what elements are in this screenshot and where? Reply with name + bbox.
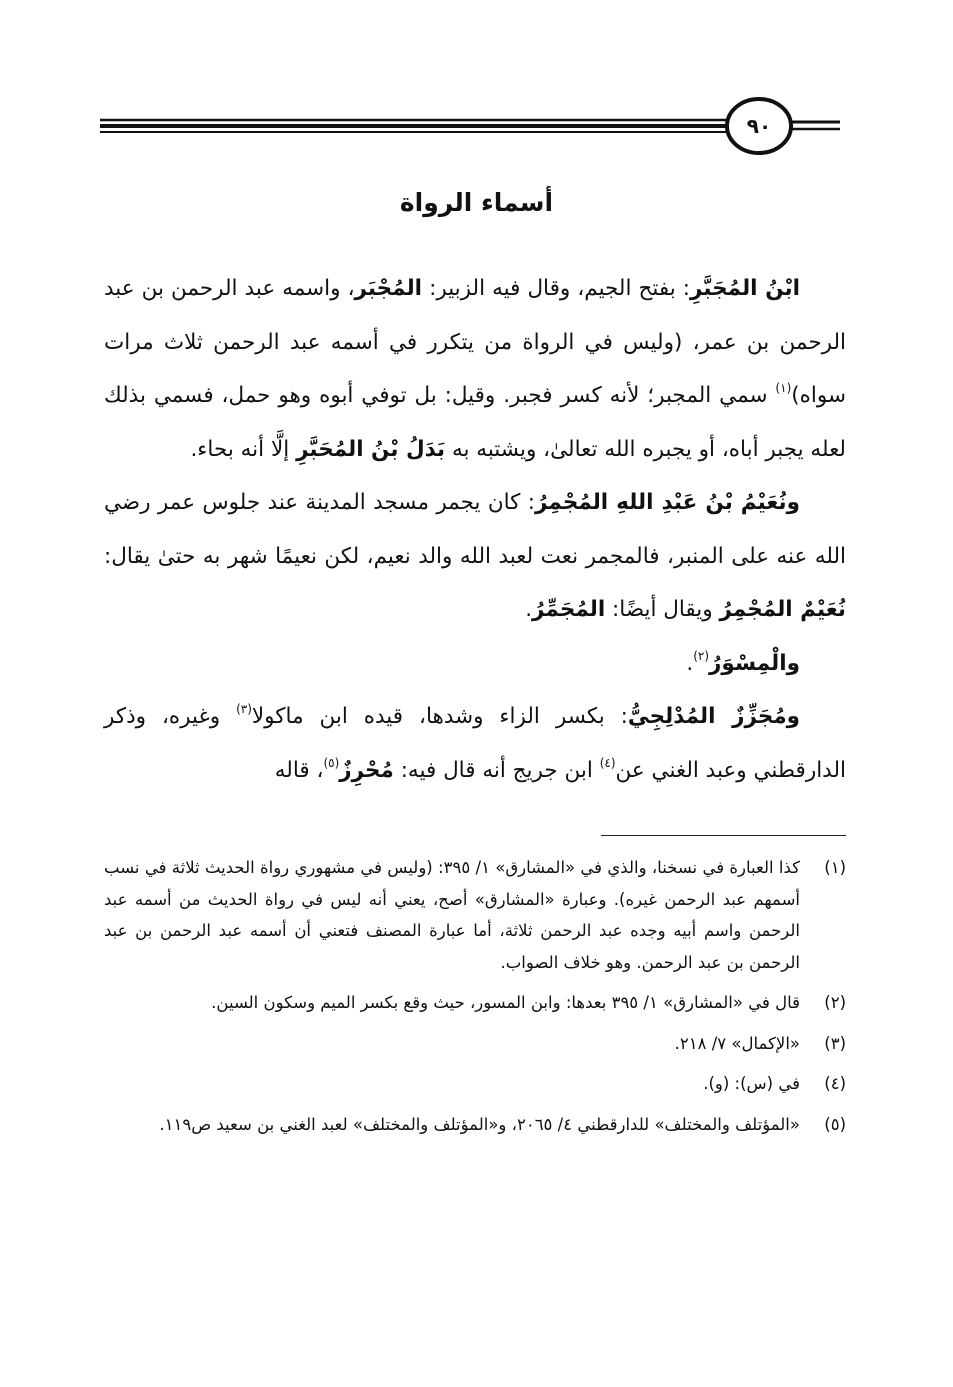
entry-name: نُعَيْمٌ المُجْمِرُ [719,597,846,622]
entry-name: مُحْرِزٌ [339,757,394,783]
footnote-number: (٥) [824,1114,846,1134]
entry-text: سمي المجبر؛ لأنه كسر فجبر. وقيل: بل توفي أبوه وهو حمل، فسمي بذلك لعله يجبر أباه، أو يجبره الله تعالىٰ، ويشتبه به [104,383,846,462]
footnote-number: (٤) [824,1074,846,1093]
page-number: ٩٠ [746,114,772,138]
footnote [104,1109,846,1141]
footnote-number: (١) [824,858,846,877]
entry-text: ابن جريج أنه قال فيه: [393,757,600,783]
entry-text: : بكسر الزاء وشدها، قيده ابن ماكولا [251,704,628,729]
entry-name: بَدَلُ بْنُ المُحَبَّرِ [296,436,446,462]
footnote-ref[interactable]: (٤) [599,755,616,770]
entry-text: . [525,597,533,622]
entry-text: : كان يجمر مسجد المدينة عند جلوس عمر رضي الله عنه على المنبر، فالمجمر نعت لعبد الله والد نعيم، لكن نعيمًا شهر به حتىٰ يقال: [104,490,846,569]
entry-text: : بفتح الجيم، وقال فيه الزبير: [422,276,691,301]
entry-text: إلَّا أنه بحاء. [190,436,297,462]
footnote [104,987,846,1019]
footnote-text: «المؤتلف والمختلف» للدارقطني ٤/ ٢٠٦٥، و«المؤتلف والمختلف» لعبد الغني بن سعيد ص١١٩. [159,1114,800,1134]
entry-ibn-al-mujabbar [104,262,846,476]
entry-head: ومُجَزِّزٌ المُدْلِجِيُّ [627,704,800,729]
entry-head: ونُعَيْمُ بْنُ عَبْدِ اللهِ المُجْمِرُ [535,490,800,515]
footnote-ref[interactable]: (١) [775,381,792,395]
footnote [104,1028,846,1060]
footnotes [104,852,846,1149]
footnote-ref[interactable]: (٢) [693,648,710,663]
entry-text: ويقال أيضًا: [605,597,720,622]
entry-mujazziz [104,690,846,797]
section-title: أسماء الرواة [399,188,554,217]
footnote-text: كذا العبارة في نسخنا، والذي في «المشارق» ١/ ٣٩٥: (وليس في مشهوري رواة الحديث ثلاثة في نسب أسمهم عبد الرحمن غيره). وعبارة «المشارق» أصح، يعني أنه ليس في رواة الحديث من أسمه عبد الرحمن واسم أبيه وجده عبد الرحمن ثلاثة، أما عبارة المصنف فتعني أن أسمه عبد الرحمن بن عبد الرحمن بن عبد الرحمن. وهو خلاف الصواب. [104,858,800,972]
footnote-text: «الإكمال» ٧/ ٢١٨. [674,1033,800,1053]
entry-head: والْمِسْوَرُ [709,650,800,676]
footnote-ref[interactable]: (٣) [236,702,252,716]
footnote-text: قال في «المشارق» ١/ ٣٩٥ بعدها: وابن المسور، حيث وقع بكسر الميم وسكون السين. [211,993,800,1012]
entry-head: ابْنُ المُجَبَّرِ [690,276,801,301]
entry-text: ، قاله [274,757,324,783]
entry-name: المُجْبَر [354,276,423,301]
entry-text: وغيره، وذكر الدارقطني وعبد الغني عن [104,704,846,783]
footnote [104,852,846,978]
entry-name: المُجَمِّرُ [532,597,606,622]
footnote-text: في (س): (و). [703,1074,800,1093]
footnote [104,1068,846,1100]
footnote-separator [601,835,846,836]
entry-al-miswar [104,637,846,691]
entry-text: ، واسمه عبد الرحمن بن عبد الرحمن بن عمر، (وليس في الرواة من يتكرر في أسمه عبد الرحمن ثلاث مرات سواه) [104,276,846,408]
main-text [104,262,846,797]
entry-nuaym-al-mujmir [104,476,846,637]
footnote-number: (٢) [824,993,846,1012]
entry-text: . [686,650,694,676]
footnote-number: (٣) [824,1033,846,1053]
footnote-ref[interactable]: (٥) [323,755,340,770]
